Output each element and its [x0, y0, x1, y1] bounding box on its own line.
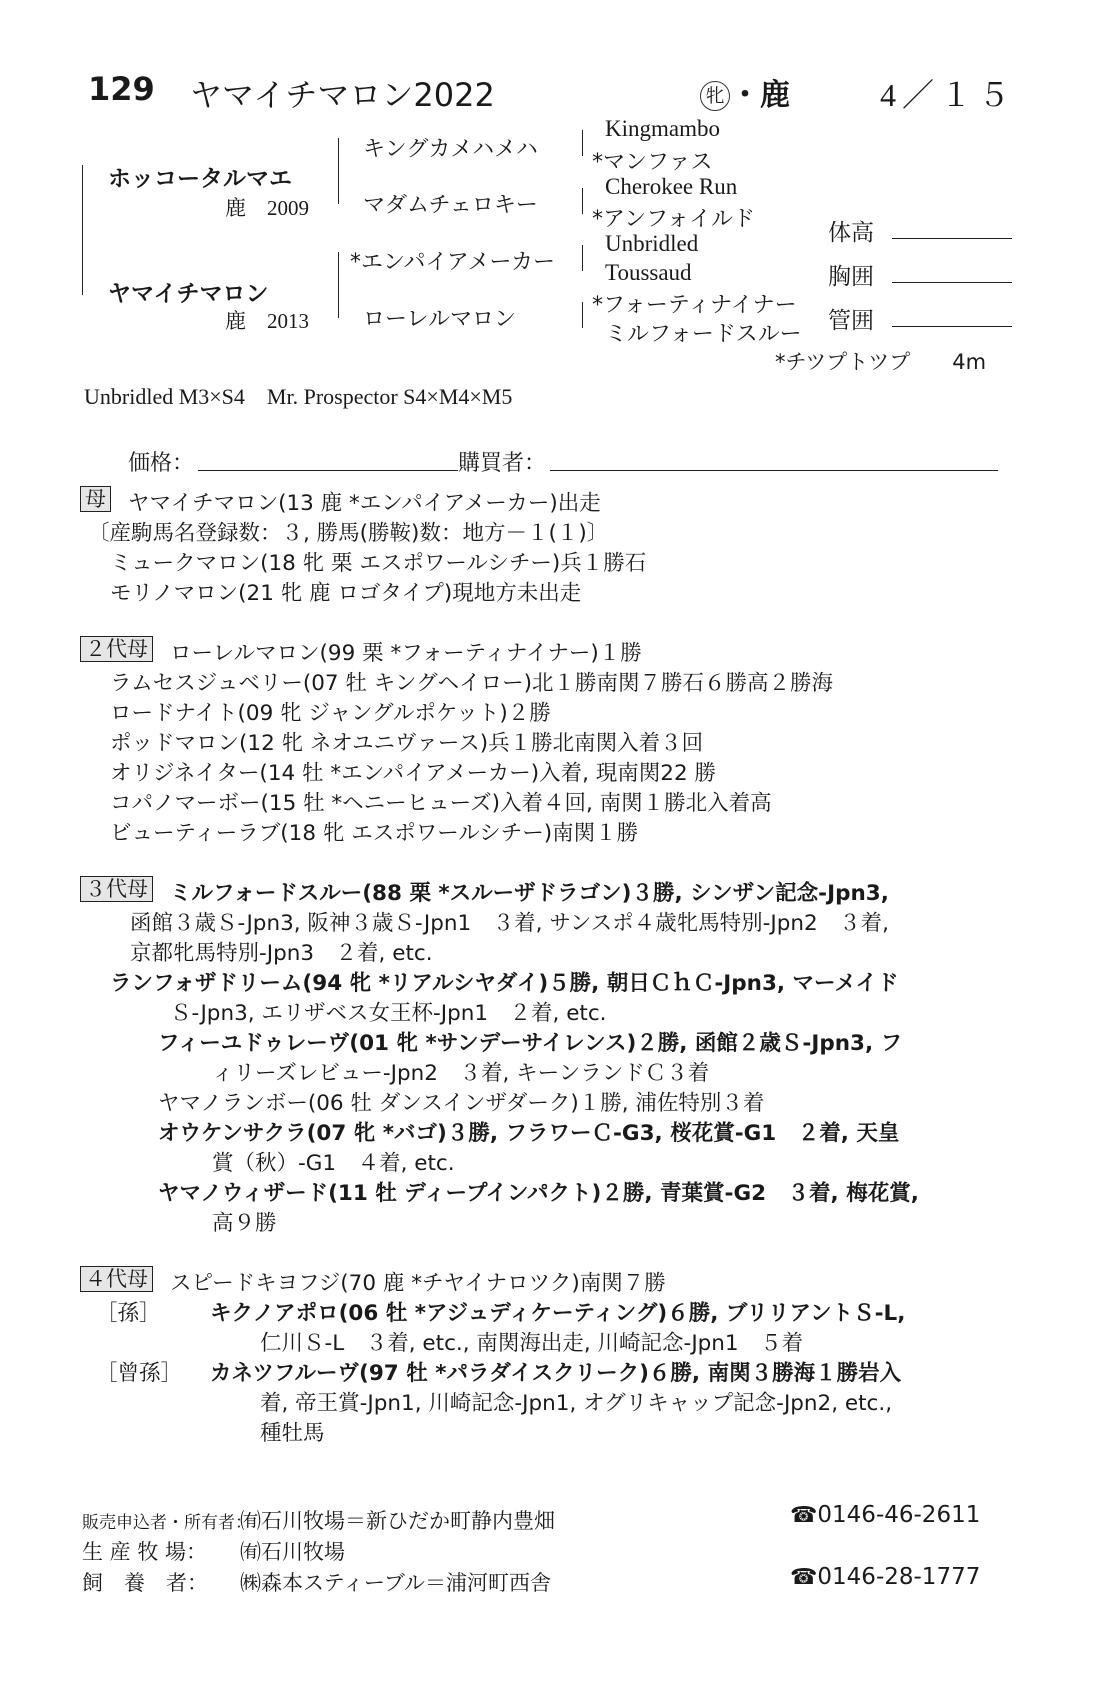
buyer-blank [550, 470, 998, 471]
gen2-summary: ローレルマロン(99 栗 *フォーティナイナー)１勝 [170, 641, 642, 666]
buyer-label: 購買者： [458, 451, 547, 476]
progeny-line: ビューティーラブ(18 牝 エスポワールシチー)南関１勝 [110, 821, 639, 846]
dam-summary: ヤマイチマロン(13 鹿 *エンパイアメーカー)出走 [128, 491, 601, 516]
gen3-ancestor: *マンファス [592, 150, 713, 175]
telephone-icon: ☎ [790, 1565, 818, 1590]
progeny-line: 賞（秋）-G1 ４着, etc. [212, 1151, 455, 1176]
gen3-bracket [582, 302, 589, 328]
dam-bracket [338, 252, 345, 318]
sex-icon: 牝 [700, 81, 730, 111]
progeny-line: コパノマーボー(15 牡 *ヘニーヒューズ)入着４回, 南関１勝北入着高 [110, 791, 772, 816]
great-grandchild-label: ［曾孫］ [96, 1361, 183, 1386]
breeder-label: 生 産 牧 場： [82, 1540, 208, 1564]
telephone-icon: ☎ [790, 1503, 818, 1528]
section-tag: ４代母 [80, 1266, 153, 1292]
sire-info: 鹿 2009 [225, 196, 309, 220]
gen2-ancestor: キングカメハメハ [363, 137, 538, 162]
progeny-line: モリノマロン(21 牝 鹿 ロゴタイプ)現地方未出走 [110, 581, 582, 606]
progeny-line: ランフォザドリーム(94 牝 *リアルシヤダイ)５勝, 朝日ＣｈＣ-Jpn3, マーメイド [110, 971, 899, 996]
progeny-line: フィーユドゥレーヴ(01 牝 *サンデーサイレンス)２勝, 函館２歳Ｓ-Jpn3, フ [158, 1031, 903, 1056]
gen3-ancestor: Kingmambo [605, 116, 720, 141]
progeny-line: キクノアポロ(06 牡 *アジュディケーティング)６勝, ブリリアントＳ-L, [210, 1301, 906, 1326]
gen2-ancestor: マダムチェロキー [363, 193, 538, 218]
breeder-value: ㈲石川牧場 [240, 1540, 345, 1564]
progeny-line: オリジネイター(14 牡 *エンパイアメーカー)入着, 現南関22 勝 [110, 761, 716, 786]
progeny-line: ポッドマロン(12 牝 ネオユニヴァース)兵１勝北南関入着３回 [110, 731, 704, 756]
gen3-summary: ミルフォードスルー(88 栗 *スルーザドラゴン)３勝, シンザン記念-Jpn3, [170, 881, 889, 906]
horse-name: ヤマイチマロン2022 [190, 76, 495, 114]
progeny-line: Ｓ-Jpn3, エリザベス女王杯-Jpn1 ２着, etc. [170, 1001, 607, 1026]
gen3-ancestor: Toussaud [605, 260, 692, 285]
keeper-tel: ☎0146-28-1777 [790, 1564, 981, 1590]
seller-tel: ☎0146-46-2611 [790, 1502, 981, 1528]
height-blank [892, 238, 1012, 239]
gen3-ancestor: Cherokee Run [605, 174, 738, 199]
gen2-ancestor: ローレルマロン [363, 307, 517, 332]
progeny-line: ロードナイト(09 牝 ジャングルポケット)２勝 [110, 701, 551, 726]
chest-label: 胸囲 [828, 264, 874, 290]
gen3-ancestor: ミルフォードスルー [605, 322, 802, 347]
height-label: 体高 [828, 220, 874, 246]
section-tag: 母 [80, 486, 111, 512]
gen3-line: 函館３歳Ｓ-Jpn3, 阪神３歳Ｓ-Jpn1 ３着, サンスポ４歳牝馬特別-Jpn2 ３着, [130, 911, 890, 936]
sire-bracket [338, 138, 345, 204]
price-blank [198, 470, 458, 471]
lot-number: 129 [88, 70, 155, 108]
progeny-line: 着, 帝王賞-Jpn1, 川崎記念-Jpn1, オグリキャップ記念-Jpn2, etc., [260, 1391, 893, 1416]
progeny-line: 高９勝 [212, 1211, 277, 1236]
dam-name: ヤマイチマロン [108, 281, 269, 307]
progeny-line: ィリーズレビュー-Jpn2 ３着, キーンランドＣ３着 [212, 1061, 710, 1086]
progeny-line: ミュークマロン(18 牝 栗 エスポワールシチー)兵１勝石 [110, 551, 647, 576]
cannon-label: 管囲 [828, 308, 874, 334]
chest-blank [892, 282, 1012, 283]
gen3-ancestor: *フォーティナイナー [592, 293, 797, 318]
gen4-summary: スピードキヨフジ(70 鹿 *チヤイナロツク)南関７勝 [170, 1271, 666, 1296]
gen3-ancestor: *アンフォイルド [592, 207, 756, 232]
gen2-ancestor: *エンパイアメーカー [350, 250, 556, 275]
gen3-ancestor: Unbridled [605, 231, 699, 256]
progeny-line: ヤマノランボー(06 牡 ダンスインザダーク)１勝, 浦佐特別３着 [158, 1091, 765, 1116]
section-tag: ３代母 [80, 876, 153, 902]
dam-info: 鹿 2013 [225, 309, 309, 333]
sex-color [700, 70, 790, 114]
keeper-label: 飼 養 者： [82, 1571, 208, 1595]
progeny-line: オウケンサクラ(07 牝 *バゴ)３勝, フラワーＣ-G3, 桜花賞-G1 ２着, 天皇 [158, 1121, 900, 1146]
gen3-bracket [582, 188, 589, 214]
cannon-blank [892, 326, 1012, 327]
coat-color: ・鹿 [730, 78, 790, 113]
gen3-bracket [582, 130, 589, 156]
grandchild-label: ［孫］ [96, 1301, 161, 1326]
section-tag: ２代母 [80, 636, 153, 662]
keeper-value: ㈱森本スティーブル＝浦河町西舎 [240, 1571, 552, 1595]
gen3-bracket [582, 245, 589, 271]
price-label: 価格： [128, 451, 195, 476]
progeny-line: カネツフルーヴ(97 牡 *パラダイスクリーク)６勝, 南関３勝海１勝岩入 [210, 1361, 902, 1386]
progeny-line: ラムセスジュベリー(07 牡 キングヘイロー)北１勝南関７勝石６勝高２勝海 [110, 671, 834, 696]
seller-label: 販売申込者・所有者： [82, 1513, 252, 1533]
progeny-line: 種牡馬 [260, 1421, 325, 1446]
progeny-line: 仁川Ｓ-L ３着, etc., 南関海出走, 川崎記念-Jpn1 ５着 [260, 1331, 804, 1356]
progeny-stats: 〔産駒馬名登録数：３, 勝馬(勝鞍)数：地方－１(１)〕 [88, 521, 609, 546]
gen3-line: 京都牝馬特別-Jpn3 ２着, etc. [130, 941, 433, 966]
inbreeding-note: Unbridled M3×S4 Mr. Prospector S4×M4×M5 [84, 384, 513, 409]
pedigree-footnote: *チツプトツプ 4m [775, 350, 987, 374]
seller-value: ㈲石川牧場＝新ひだか町静内豊畑 [240, 1509, 555, 1533]
progeny-line: ヤマノウィザード(11 牡 ディープインパクト)２勝, 青葉賞-G2 ３着, 梅花賞, [158, 1181, 919, 1206]
sire-name: ホッコータルマエ [108, 166, 292, 192]
birth-date: 4／１５ [880, 77, 1017, 113]
pedigree-bracket-outer [82, 165, 89, 295]
